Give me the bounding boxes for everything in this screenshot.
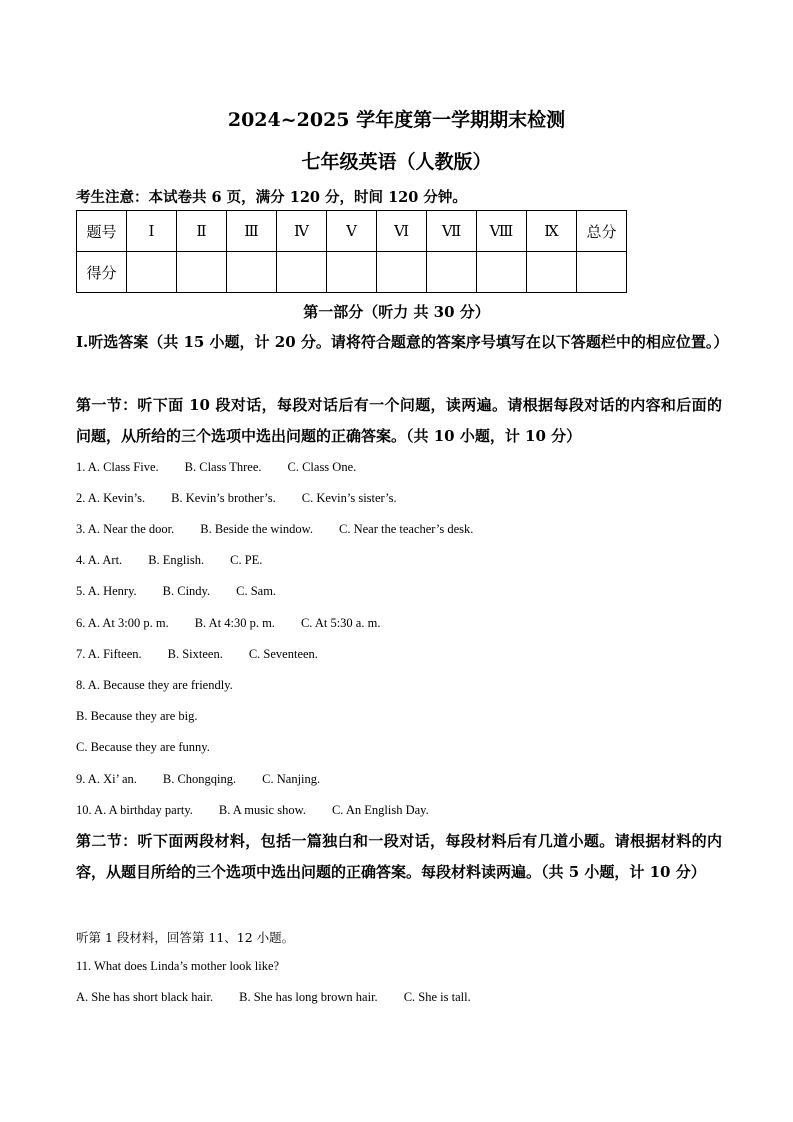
section-i-instruction: Ⅰ.听选答案（共 15 小题，计 20 分。请将符合题意的答案序号填写在以下答题栏中的相应位置。） bbox=[76, 333, 729, 351]
option-c: C. At 5:30 a. m. bbox=[300, 616, 381, 630]
option-a: 1. A. Class Five. bbox=[76, 460, 159, 474]
question-2 bbox=[76, 491, 397, 506]
score-table bbox=[76, 210, 627, 293]
option-a: 5. A. Henry. bbox=[76, 584, 137, 598]
part-heading: 第一部分（听力 共 30 分） bbox=[303, 303, 490, 321]
question-7 bbox=[76, 647, 318, 662]
score-cell-empty[interactable] bbox=[577, 252, 627, 293]
question-8-option-b: B. Because they are big. bbox=[76, 709, 198, 723]
option-b: B. English. bbox=[148, 553, 205, 567]
question-5 bbox=[76, 584, 276, 599]
question-9 bbox=[76, 772, 320, 787]
question-8-option-c: C. Because they are funny. bbox=[76, 740, 210, 754]
option-b: B. Class Three. bbox=[184, 460, 262, 474]
score-cell-empty[interactable] bbox=[477, 252, 527, 293]
question-8-option-a: 8. A. Because they are friendly. bbox=[76, 678, 233, 692]
score-cell-empty[interactable] bbox=[127, 252, 177, 293]
score-cell-header: Ⅶ bbox=[427, 211, 477, 252]
option-b: B. Kevin’s brother’s. bbox=[171, 491, 276, 505]
option-a: 2. A. Kevin’s. bbox=[76, 491, 146, 505]
option-b: B. She has long brown hair. bbox=[239, 990, 378, 1004]
question-10 bbox=[76, 803, 429, 818]
question-1 bbox=[76, 460, 356, 475]
option-c: C. Nanjing. bbox=[262, 772, 321, 786]
option-a: 9. A. Xi’ an. bbox=[76, 772, 137, 786]
question-11 bbox=[76, 990, 471, 1005]
question-3 bbox=[76, 522, 473, 537]
option-c: C. Kevin’s sister’s. bbox=[301, 491, 397, 505]
score-cell-label: 题号 bbox=[77, 211, 127, 252]
option-c: C. Seventeen. bbox=[248, 647, 318, 661]
option-b: B. Chongqing. bbox=[162, 772, 237, 786]
option-c: C. Class One. bbox=[287, 460, 357, 474]
option-c: C. An English Day. bbox=[331, 803, 429, 817]
score-cell-header: Ⅱ bbox=[177, 211, 227, 252]
option-b: B. Cindy. bbox=[162, 584, 211, 598]
score-cell-header: Ⅵ bbox=[377, 211, 427, 252]
option-a: 6. A. At 3:00 p. m. bbox=[76, 616, 169, 630]
question-4 bbox=[76, 553, 262, 568]
score-table-score-row bbox=[77, 252, 627, 293]
score-cell-empty[interactable] bbox=[177, 252, 227, 293]
section1-instruction: 第一节：听下面 10 段对话，每段对话后有一个问题，读两遍。请根据每段对话的内容和后面的问题，从所给的三个选项中选出问题的正确答案。（共 10 小题，计 10 分） bbox=[76, 396, 722, 445]
question-6 bbox=[76, 616, 380, 631]
option-a: A. She has short black hair. bbox=[76, 990, 214, 1004]
option-b: B. Sixteen. bbox=[167, 647, 223, 661]
score-cell-header: 总分 bbox=[577, 211, 627, 252]
score-cell-header: Ⅴ bbox=[327, 211, 377, 252]
score-cell-header: Ⅷ bbox=[477, 211, 527, 252]
exam-notice: 考生注意：本试卷共 6 页，满分 120 分，时间 120 分钟。 bbox=[76, 189, 467, 206]
section2-instruction: 第二节：听下面两段材料，包括一篇独白和一段对话，每段材料后有几道小题。请根据材料的内容，从题目所给的三个选项中选出问题的正确答案。每段材料读两遍。（共 5 小题，计 10 分） bbox=[76, 832, 722, 881]
option-a: 10. A. A birthday party. bbox=[76, 803, 193, 817]
score-cell-empty[interactable] bbox=[427, 252, 477, 293]
option-a: 3. A. Near the door. bbox=[76, 522, 175, 536]
material-1-note: 听第 1 段材料，回答第 11、12 小题。 bbox=[76, 930, 295, 945]
score-cell-header: Ⅰ bbox=[127, 211, 177, 252]
option-c: C. PE. bbox=[230, 553, 263, 567]
question-11-stem: 11. What does Linda’s mother look like? bbox=[76, 959, 280, 973]
score-cell-header: Ⅲ bbox=[227, 211, 277, 252]
score-cell-empty[interactable] bbox=[327, 252, 377, 293]
score-cell-header: Ⅸ bbox=[527, 211, 577, 252]
option-c: C. Near the teacher’s desk. bbox=[338, 522, 474, 536]
option-c: C. She is tall. bbox=[403, 990, 471, 1004]
score-cell-header: Ⅳ bbox=[277, 211, 327, 252]
score-cell-empty[interactable] bbox=[527, 252, 577, 293]
exam-title: 2024~2025 学年度第一学期期末检测 bbox=[227, 109, 566, 131]
option-b: B. A music show. bbox=[218, 803, 306, 817]
score-table-header-row bbox=[77, 211, 627, 252]
option-b: B. At 4:30 p. m. bbox=[194, 616, 275, 630]
option-a: 4. A. Art. bbox=[76, 553, 123, 567]
exam-subtitle: 七年级英语（人教版） bbox=[301, 151, 492, 173]
option-c: C. Sam. bbox=[236, 584, 277, 598]
score-cell-label: 得分 bbox=[77, 252, 127, 293]
score-cell-empty[interactable] bbox=[377, 252, 427, 293]
option-a: 7. A. Fifteen. bbox=[76, 647, 142, 661]
score-cell-empty[interactable] bbox=[227, 252, 277, 293]
score-cell-empty[interactable] bbox=[277, 252, 327, 293]
option-b: B. Beside the window. bbox=[200, 522, 313, 536]
